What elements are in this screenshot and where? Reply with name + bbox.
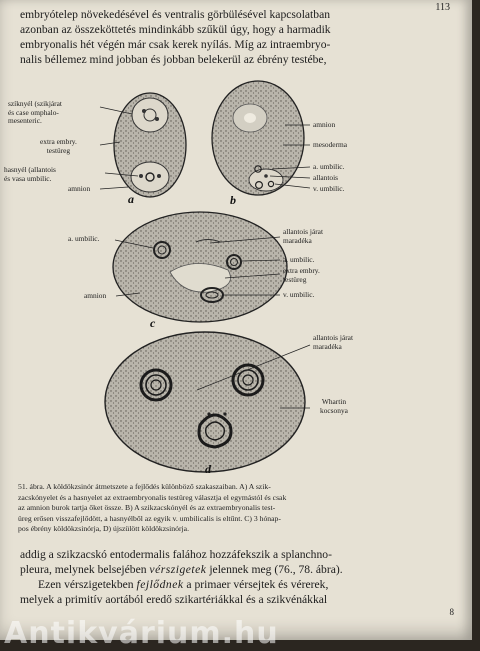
label-hasnyel: hasnyél (allantois és vasa umbilic. — [4, 165, 56, 183]
panel-letter-b: b — [230, 193, 236, 207]
text-fragment: a primaer vérsejtek és vérerek, — [183, 578, 329, 591]
figure-caption — [18, 482, 388, 535]
label-wharton-kocsonya: Whartin kocsonya — [320, 397, 348, 415]
caption-line: pos ébrény köldökzsinórja, D) újszülött köldökzsinórja. — [18, 524, 190, 534]
text-fragment: jelennek meg (76., 78. ábra). — [206, 563, 343, 576]
panel-letter-c: c — [150, 316, 156, 330]
top-paragraph — [20, 7, 390, 67]
caption-line: zacskónyelet és a hasnyelet az extraembryonalis testüreg választja el egymástól és csak — [18, 492, 287, 502]
label-amnion-a: amnion — [68, 184, 91, 193]
label-extra-embry-c: extra embry. testüreg — [283, 266, 320, 284]
text-fragment: Ezen vérszigetekben — [38, 578, 137, 591]
label-a-umbilic-b: a. umbilic. — [313, 162, 345, 171]
emphasis-verszigetek: vérszigetek — [149, 563, 207, 576]
text-line: nalis béllemez mind jobban és jobban belekerül az ébrény testébe, — [20, 53, 327, 66]
text-line: embryonalis hét végén már csak kerek nyílás. Míg az intraembryo- — [20, 38, 331, 51]
text-line: azonban az összeköttetés mindinkább szűkül úgy, hogy a harmadik — [20, 23, 331, 36]
label-allantois-jarat-d: allantois járat maradéka — [313, 333, 354, 351]
bottom-paragraph — [20, 547, 390, 607]
text-line: melyek a primitív aortából eredő szikartériákkal és a szikvénákkal — [20, 593, 328, 606]
panel-letter-d: d — [205, 462, 211, 476]
label-szikinyel: szíknyél (szikjárat és case omphalo- mesenteric. — [8, 99, 62, 126]
panel-c-section — [113, 212, 287, 322]
signature-mark: 8 — [449, 607, 454, 617]
page-number: 113 — [435, 2, 450, 13]
label-amnion-b: amnion — [313, 120, 336, 129]
text-line: addig a szikzacskó entodermalis falához hozzáfekszik a splanchno- — [20, 548, 332, 561]
panel-a-section — [100, 93, 186, 197]
text-line: embryótelep növekedésével és ventralis görbülésével kapcsolatban — [20, 8, 331, 21]
panel-d-section — [105, 332, 310, 472]
watermark: Antikvárium.hu — [4, 616, 279, 651]
panel-b-section — [212, 81, 310, 195]
label-mesoderma: mesoderma — [313, 140, 348, 149]
label-allantois-jarat-c: allantois járat maradéka — [283, 227, 324, 245]
label-a-umbilic-c-right: a. umbilic. — [283, 255, 315, 264]
label-v-umbilic-b: v. umbilic. — [313, 184, 345, 193]
label-amnion-c: amnion — [84, 291, 107, 300]
label-a-umbilic-c-left: a. umbilic. — [68, 234, 100, 243]
umbilical-cord-figure — [0, 80, 400, 480]
emphasis-fejlodnek: fejlődnek — [136, 578, 184, 591]
text-fragment: pleura, melynek belsejében — [20, 563, 150, 576]
label-extra-embry-testureg: extra embry. testüreg — [40, 137, 77, 155]
caption-line: 51. ábra. A köldökzsinór átmetszete a fejlődés különböző szakaszaiban. A) A szik- — [18, 482, 271, 491]
caption-line: az amnion burok tartja őket össze. B) A szikzacskónyél és az extraembryonalis test- — [18, 503, 276, 513]
caption-line: üreg erősen visszafejlődött, a hasnyélből az egyik v. umbilicalis is eltűnt. C) 3 hónap- — [18, 513, 281, 523]
label-allantois-b: allantois — [313, 173, 339, 182]
label-v-umbilic-c: v. umbilic. — [283, 290, 315, 299]
panel-letter-a: a — [128, 192, 134, 206]
